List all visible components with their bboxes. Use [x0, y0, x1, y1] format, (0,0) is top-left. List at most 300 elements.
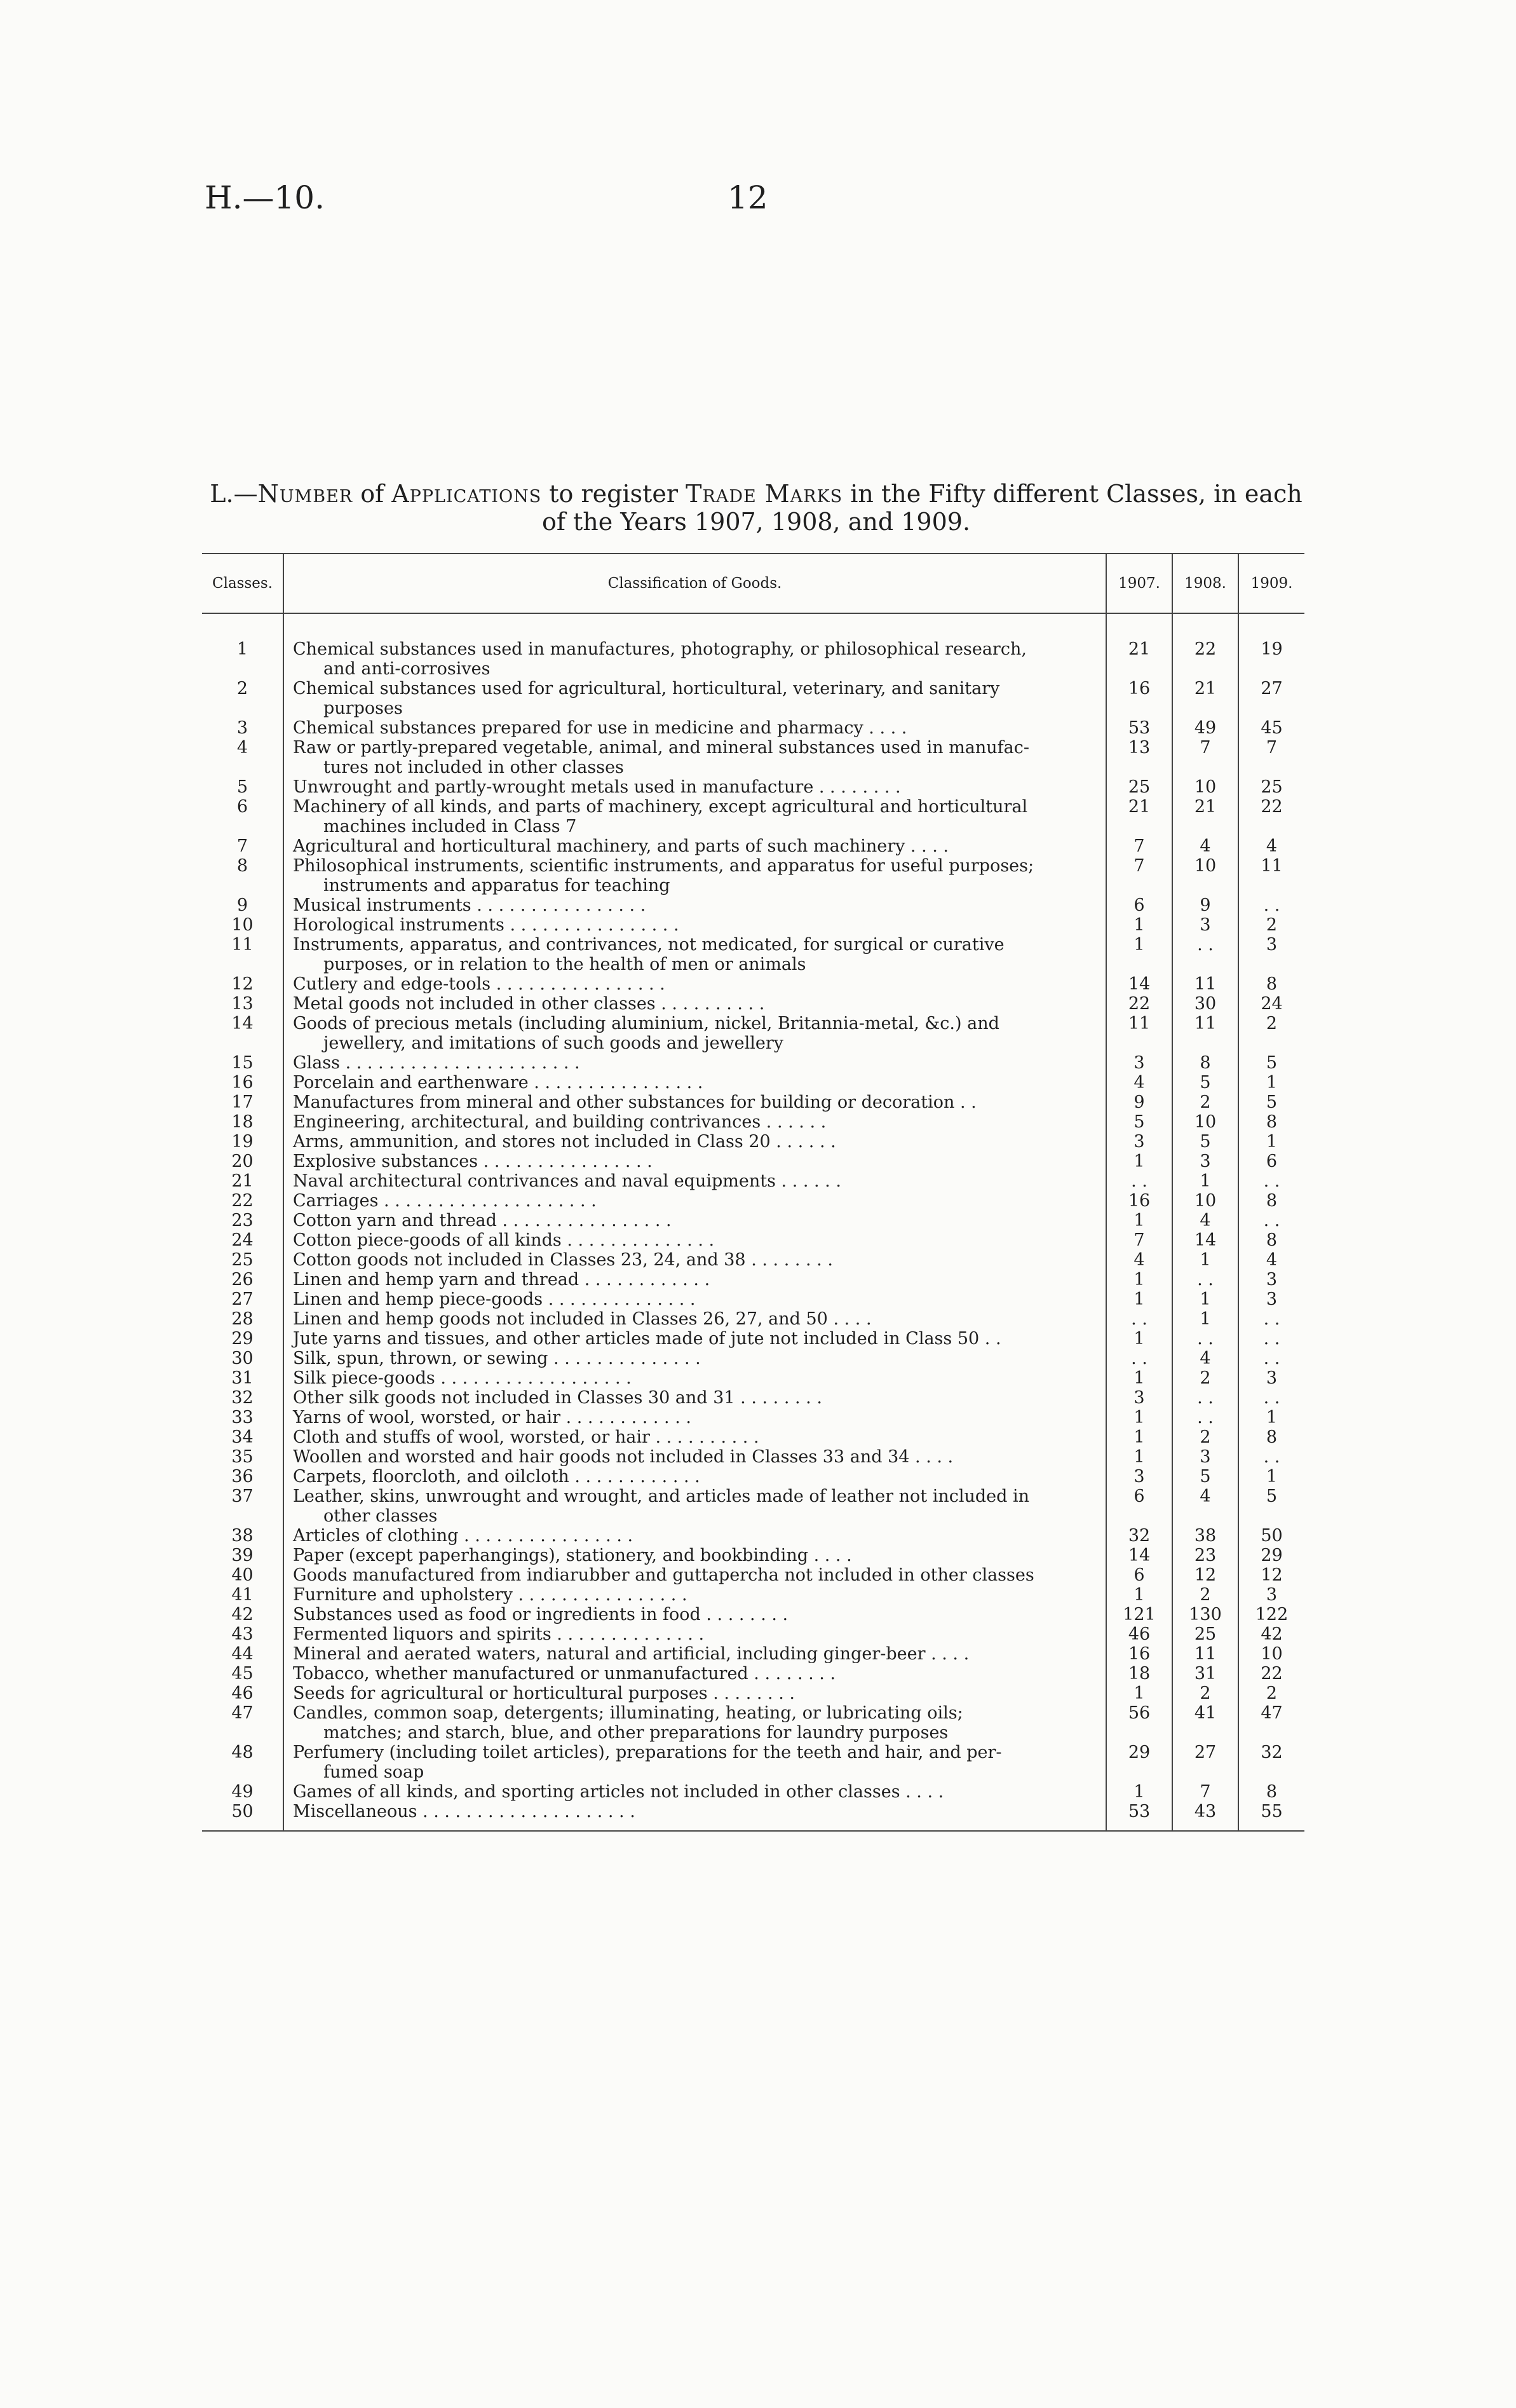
table-row — [202, 1250, 1304, 1270]
description-text: Other silk goods not included in Classes 30 and 31 . . . . . . . . — [293, 1388, 822, 1408]
description-continuation: instruments and apparatus for teaching — [323, 876, 670, 895]
class-number: 15 — [231, 1053, 254, 1073]
description-text: Fermented liquors and spirits . . . . . . . . . . . . . . — [293, 1624, 705, 1644]
description-text: Naval architectural contrivances and naval equipments . . . . . . — [293, 1171, 841, 1191]
count-1908: 14 — [1172, 1230, 1238, 1250]
count-1909: 3 — [1238, 1585, 1304, 1605]
count-1908: 2 — [1172, 1585, 1238, 1605]
count-1907: 32 — [1106, 1526, 1172, 1546]
count-1907: 3 — [1106, 1053, 1172, 1073]
table-row — [202, 1289, 1304, 1309]
description-text: Mineral and aerated waters, natural and artificial, including ginger-beer . . . . — [293, 1644, 970, 1664]
class-number: 31 — [231, 1368, 254, 1388]
classification-description — [283, 679, 1106, 718]
classification-description — [283, 1250, 1106, 1270]
class-number: 21 — [231, 1171, 254, 1191]
count-1907: . . — [1106, 1349, 1172, 1368]
class-number: 42 — [231, 1605, 254, 1624]
count-1907: 1 — [1106, 1211, 1172, 1230]
classification-description — [283, 1408, 1106, 1427]
count-1907: 16 — [1106, 1644, 1172, 1664]
classification-description — [283, 856, 1106, 895]
count-1909: 19 — [1238, 639, 1304, 679]
table-row — [202, 1014, 1304, 1053]
class-number: 16 — [231, 1073, 254, 1092]
count-1909: 29 — [1238, 1546, 1304, 1565]
table-row — [202, 1644, 1304, 1664]
count-1908: 27 — [1172, 1743, 1238, 1782]
count-1908: 12 — [1172, 1565, 1238, 1585]
count-1909: 6 — [1238, 1152, 1304, 1171]
table-row — [202, 1664, 1304, 1684]
class-number: 50 — [231, 1802, 254, 1821]
count-1908: 1 — [1172, 1309, 1238, 1329]
count-1909: 50 — [1238, 1526, 1304, 1546]
class-number: 1 — [236, 639, 248, 659]
classification-description — [283, 1585, 1106, 1605]
class-number: 33 — [231, 1408, 254, 1427]
title-text-3: in the Fifty different Classes, in each — [843, 480, 1303, 508]
description-text: Leather, skins, unwrought and wrought, and articles made of leather not included in — [293, 1486, 1030, 1506]
table-row — [202, 1368, 1304, 1388]
document-code: H.—10. — [205, 179, 325, 216]
table-row — [202, 1230, 1304, 1250]
description-text: Machinery of all kinds, and parts of machinery, except agricultural and horticultural — [293, 797, 1028, 817]
table-row — [202, 1486, 1304, 1526]
count-1909: . . — [1238, 895, 1304, 915]
table-row — [202, 1388, 1304, 1408]
classification-description — [283, 1132, 1106, 1152]
classification-description — [283, 1644, 1106, 1664]
count-1907: 16 — [1106, 679, 1172, 718]
classification-description — [283, 1329, 1106, 1349]
class-number: 41 — [231, 1585, 254, 1605]
classification-description — [283, 639, 1106, 679]
table-header-row — [202, 554, 1304, 613]
count-1907: 5 — [1106, 1112, 1172, 1132]
count-1909: 24 — [1238, 994, 1304, 1014]
description-text: Cotton yarn and thread . . . . . . . . . . . . . . . . — [293, 1211, 672, 1230]
table-row — [202, 1605, 1304, 1624]
header-classes: Classes. — [202, 554, 283, 613]
count-1908: 3 — [1172, 1447, 1238, 1467]
table-row — [202, 1270, 1304, 1289]
count-1907: 21 — [1106, 797, 1172, 836]
class-number: 48 — [231, 1743, 254, 1762]
count-1909: 3 — [1238, 1368, 1304, 1388]
class-number: 20 — [231, 1152, 254, 1171]
classification-description — [283, 1605, 1106, 1624]
table-row — [202, 1132, 1304, 1152]
count-1908: . . — [1172, 1329, 1238, 1349]
class-number: 10 — [231, 915, 254, 935]
class-number: 45 — [231, 1664, 254, 1684]
description-text: Paper (except paperhangings), stationery, and bookbinding . . . . — [293, 1546, 852, 1565]
classification-description — [283, 1191, 1106, 1211]
description-text: Miscellaneous . . . . . . . . . . . . . . . . . . . . — [293, 1802, 635, 1821]
table-row — [202, 1526, 1304, 1546]
count-1907: 7 — [1106, 836, 1172, 856]
classification-description — [283, 1211, 1106, 1230]
classification-description — [283, 1684, 1106, 1703]
count-1907: 1 — [1106, 1585, 1172, 1605]
description-text: Substances used as food or ingredients in food . . . . . . . . — [293, 1605, 788, 1624]
count-1909: 55 — [1238, 1802, 1304, 1821]
count-1907: 21 — [1106, 639, 1172, 679]
class-number: 5 — [236, 777, 248, 797]
classification-description — [283, 935, 1106, 974]
description-text: Raw or partly-prepared vegetable, animal, and mineral substances used in manufac- — [293, 738, 1030, 758]
table-row — [202, 1073, 1304, 1092]
table-row — [202, 1684, 1304, 1703]
count-1908: 10 — [1172, 1191, 1238, 1211]
table-row — [202, 738, 1304, 777]
count-1908: 21 — [1172, 797, 1238, 836]
description-continuation: purposes — [323, 698, 403, 718]
count-1909: . . — [1238, 1309, 1304, 1329]
table-row — [202, 895, 1304, 915]
count-1908: 10 — [1172, 856, 1238, 895]
count-1908: 43 — [1172, 1802, 1238, 1821]
description-continuation: machines included in Class 7 — [323, 817, 577, 836]
table-row — [202, 974, 1304, 994]
classification-description — [283, 1703, 1106, 1743]
description-text: Glass . . . . . . . . . . . . . . . . . . . . . . — [293, 1053, 580, 1073]
classification-description — [283, 1782, 1106, 1802]
count-1907: 25 — [1106, 777, 1172, 797]
title-text-1: of — [353, 480, 392, 508]
count-1908: . . — [1172, 1408, 1238, 1427]
description-text: Arms, ammunition, and stores not included in Class 20 . . . . . . — [293, 1132, 836, 1152]
count-1907: 6 — [1106, 895, 1172, 915]
count-1909: 12 — [1238, 1565, 1304, 1585]
count-1907: 1 — [1106, 1329, 1172, 1349]
count-1907: 1 — [1106, 1447, 1172, 1467]
count-1909: 45 — [1238, 718, 1304, 738]
count-1909: 2 — [1238, 1014, 1304, 1053]
count-1908: 2 — [1172, 1368, 1238, 1388]
count-1908: 10 — [1172, 1112, 1238, 1132]
count-1908: 1 — [1172, 1250, 1238, 1270]
description-text: Cotton piece-goods of all kinds . . . . . . . . . . . . . . — [293, 1230, 715, 1250]
count-1909: 10 — [1238, 1644, 1304, 1664]
description-text: Philosophical instruments, scientific instruments, and apparatus for useful purposes; — [293, 856, 1034, 876]
description-text: Yarns of wool, worsted, or hair . . . . . . . . . . . . — [293, 1408, 691, 1427]
description-text: Linen and hemp piece-goods . . . . . . . . . . . . . . — [293, 1289, 696, 1309]
classification-description — [283, 1467, 1106, 1486]
count-1908: 5 — [1172, 1073, 1238, 1092]
class-number: 7 — [236, 836, 248, 856]
classification-description — [283, 718, 1106, 738]
description-text: Unwrought and partly-wrought metals used in manufacture . . . . . . . . — [293, 777, 901, 797]
count-1909: 5 — [1238, 1486, 1304, 1526]
count-1908: 7 — [1172, 1782, 1238, 1802]
count-1909: 22 — [1238, 1664, 1304, 1684]
description-text: Horological instruments . . . . . . . . . . . . . . . . — [293, 915, 679, 935]
class-number: 38 — [231, 1526, 254, 1546]
count-1907: 18 — [1106, 1664, 1172, 1684]
count-1908: 4 — [1172, 1486, 1238, 1526]
class-number: 43 — [231, 1624, 254, 1644]
classification-description — [283, 777, 1106, 797]
table-row — [202, 1546, 1304, 1565]
count-1908: . . — [1172, 935, 1238, 974]
spacer-row — [202, 613, 1304, 639]
class-number: 49 — [231, 1782, 254, 1802]
count-1909: . . — [1238, 1329, 1304, 1349]
count-1909: 3 — [1238, 1289, 1304, 1309]
classification-description — [283, 1230, 1106, 1250]
header-1907: 1907. — [1106, 554, 1172, 613]
table-row — [202, 1408, 1304, 1427]
count-1908: 1 — [1172, 1289, 1238, 1309]
description-text: Engineering, architectural, and building contrivances . . . . . . — [293, 1112, 827, 1132]
classification-description — [283, 1388, 1106, 1408]
class-number: 39 — [231, 1546, 254, 1565]
count-1907: 9 — [1106, 1092, 1172, 1112]
table-row — [202, 1349, 1304, 1368]
class-number: 29 — [231, 1329, 254, 1349]
class-number: 4 — [236, 738, 248, 758]
count-1909: 11 — [1238, 856, 1304, 895]
class-number: 44 — [231, 1644, 254, 1664]
description-text: Chemical substances used for agricultural, horticultural, veterinary, and sanitary — [293, 679, 1000, 698]
count-1909: 27 — [1238, 679, 1304, 718]
description-text: Furniture and upholstery . . . . . . . . . . . . . . . . — [293, 1585, 687, 1605]
count-1908: 3 — [1172, 1152, 1238, 1171]
count-1908: 130 — [1172, 1605, 1238, 1624]
description-text: Musical instruments . . . . . . . . . . . . . . . . — [293, 895, 646, 915]
description-text: Games of all kinds, and sporting articles not included in other classes . . . . — [293, 1782, 944, 1802]
count-1907: 3 — [1106, 1132, 1172, 1152]
count-1908: 7 — [1172, 738, 1238, 777]
count-1907: 14 — [1106, 1546, 1172, 1565]
table-row — [202, 1565, 1304, 1585]
table-row — [202, 679, 1304, 718]
trade-marks-table — [202, 553, 1304, 1832]
class-number: 28 — [231, 1309, 254, 1329]
count-1907: 53 — [1106, 1802, 1172, 1821]
description-text: Goods manufactured from indiarubber and guttapercha not included in other classes — [293, 1565, 1034, 1585]
count-1909: . . — [1238, 1349, 1304, 1368]
table-row — [202, 1092, 1304, 1112]
class-number: 25 — [231, 1250, 254, 1270]
description-text: Linen and hemp yarn and thread . . . . . . . . . . . . — [293, 1270, 710, 1289]
description-text: Tobacco, whether manufactured or unmanufactured . . . . . . . . — [293, 1664, 836, 1684]
table-row — [202, 1152, 1304, 1171]
count-1908: 2 — [1172, 1092, 1238, 1112]
title-prefix: L.— — [210, 480, 258, 508]
class-number: 19 — [231, 1132, 254, 1152]
description-text: Carriages . . . . . . . . . . . . . . . . . . . . — [293, 1191, 597, 1211]
count-1907: 7 — [1106, 1230, 1172, 1250]
description-text: Instruments, apparatus, and contrivances, not medicated, for surgical or curative — [293, 935, 1005, 955]
table-row — [202, 1329, 1304, 1349]
class-number: 27 — [231, 1289, 254, 1309]
classification-description — [283, 1152, 1106, 1171]
description-text: Perfumery (including toilet articles), preparations for the teeth and hair, and per- — [293, 1743, 1002, 1762]
count-1908: 4 — [1172, 1349, 1238, 1368]
count-1908: 22 — [1172, 639, 1238, 679]
description-text: Linen and hemp goods not included in Classes 26, 27, and 50 . . . . — [293, 1309, 872, 1329]
count-1909: 8 — [1238, 1230, 1304, 1250]
table-row — [202, 836, 1304, 856]
table-bottom-rule — [202, 1821, 1304, 1831]
table-row — [202, 935, 1304, 974]
table-row — [202, 1467, 1304, 1486]
count-1907: 1 — [1106, 1408, 1172, 1427]
count-1909: 32 — [1238, 1743, 1304, 1782]
count-1908: 31 — [1172, 1664, 1238, 1684]
classification-description — [283, 1427, 1106, 1447]
classification-description — [283, 895, 1106, 915]
table-title — [191, 480, 1322, 536]
count-1908: 2 — [1172, 1684, 1238, 1703]
description-continuation: matches; and starch, blue, and other preparations for laundry purposes — [323, 1723, 949, 1743]
count-1908: . . — [1172, 1388, 1238, 1408]
table-row — [202, 1053, 1304, 1073]
classification-description — [283, 1368, 1106, 1388]
title-number-word: Number — [257, 480, 353, 508]
count-1907: 3 — [1106, 1467, 1172, 1486]
count-1908: 49 — [1172, 718, 1238, 738]
classification-description — [283, 1349, 1106, 1368]
count-1909: 1 — [1238, 1408, 1304, 1427]
count-1907: . . — [1106, 1171, 1172, 1191]
count-1909: 5 — [1238, 1092, 1304, 1112]
count-1909: 42 — [1238, 1624, 1304, 1644]
trade-marks-table-wrapper — [202, 553, 1304, 1832]
count-1909: . . — [1238, 1447, 1304, 1467]
table-row — [202, 1171, 1304, 1191]
table-row — [202, 1211, 1304, 1230]
count-1907: 1 — [1106, 1684, 1172, 1703]
count-1908: 3 — [1172, 915, 1238, 935]
description-continuation: other classes — [323, 1506, 438, 1526]
count-1908: 5 — [1172, 1467, 1238, 1486]
count-1909: 22 — [1238, 797, 1304, 836]
class-number: 32 — [231, 1388, 254, 1408]
class-number: 2 — [236, 679, 248, 698]
header-1909: 1909. — [1238, 554, 1304, 613]
count-1909: 3 — [1238, 1270, 1304, 1289]
count-1907: 7 — [1106, 856, 1172, 895]
count-1907: 16 — [1106, 1191, 1172, 1211]
classification-description — [283, 797, 1106, 836]
count-1909: 8 — [1238, 1427, 1304, 1447]
title-applications-word: Applications — [391, 480, 542, 508]
classification-description — [283, 1289, 1106, 1309]
count-1907: 121 — [1106, 1605, 1172, 1624]
count-1908: 30 — [1172, 994, 1238, 1014]
count-1908: 9 — [1172, 895, 1238, 915]
count-1907: 1 — [1106, 1152, 1172, 1171]
description-text: Jute yarns and tissues, and other articles made of jute not included in Class 50 . . — [293, 1329, 1001, 1349]
count-1909: 1 — [1238, 1132, 1304, 1152]
description-continuation: tures not included in other classes — [323, 758, 624, 777]
classification-description — [283, 1053, 1106, 1073]
count-1909: 8 — [1238, 1191, 1304, 1211]
count-1908: 38 — [1172, 1526, 1238, 1546]
class-number: 3 — [236, 718, 248, 738]
description-text: Cutlery and edge-tools . . . . . . . . . . . . . . . . — [293, 974, 665, 994]
table-row — [202, 1112, 1304, 1132]
count-1909: 1 — [1238, 1073, 1304, 1092]
count-1908: 41 — [1172, 1703, 1238, 1743]
class-number: 9 — [236, 895, 248, 915]
description-text: Metal goods not included in other classes . . . . . . . . . . — [293, 994, 765, 1014]
header-1908: 1908. — [1172, 554, 1238, 613]
classification-description — [283, 1802, 1106, 1821]
count-1907: 53 — [1106, 718, 1172, 738]
description-text: Agricultural and horticultural machinery, and parts of such machinery . . . . — [293, 836, 949, 856]
count-1908: 25 — [1172, 1624, 1238, 1644]
count-1907: 1 — [1106, 1782, 1172, 1802]
title-line-1 — [191, 480, 1322, 508]
count-1909: 47 — [1238, 1703, 1304, 1743]
table-row — [202, 1309, 1304, 1329]
count-1907: 1 — [1106, 1368, 1172, 1388]
description-text: Manufactures from mineral and other substances for building or decoration . . — [293, 1092, 977, 1112]
class-number: 18 — [231, 1112, 254, 1132]
count-1908: 11 — [1172, 1644, 1238, 1664]
table-row — [202, 856, 1304, 895]
count-1909: 4 — [1238, 836, 1304, 856]
count-1908: 10 — [1172, 777, 1238, 797]
table-row — [202, 994, 1304, 1014]
count-1909: . . — [1238, 1388, 1304, 1408]
description-text: Silk, spun, thrown, or sewing . . . . . . . . . . . . . . — [293, 1349, 701, 1368]
description-continuation: jewellery, and imitations of such goods and jewellery — [323, 1033, 784, 1053]
class-number: 35 — [231, 1447, 254, 1467]
table-row — [202, 1782, 1304, 1802]
count-1907: 6 — [1106, 1565, 1172, 1585]
classification-description — [283, 836, 1106, 856]
classification-description — [283, 1624, 1106, 1644]
count-1909: . . — [1238, 1171, 1304, 1191]
table-row — [202, 1447, 1304, 1467]
classification-description — [283, 1565, 1106, 1585]
description-text: Silk piece-goods . . . . . . . . . . . . . . . . . . — [293, 1368, 632, 1388]
description-text: Seeds for agricultural or horticultural purposes . . . . . . . . — [293, 1684, 795, 1703]
classification-description — [283, 994, 1106, 1014]
count-1908: 2 — [1172, 1427, 1238, 1447]
count-1909: 4 — [1238, 1250, 1304, 1270]
count-1909: 122 — [1238, 1605, 1304, 1624]
table-row — [202, 718, 1304, 738]
count-1908: 5 — [1172, 1132, 1238, 1152]
count-1907: 11 — [1106, 1014, 1172, 1053]
classification-description — [283, 1014, 1106, 1053]
count-1908: 21 — [1172, 679, 1238, 718]
table-row — [202, 777, 1304, 797]
class-number: 30 — [231, 1349, 254, 1368]
classification-description — [283, 1447, 1106, 1467]
class-number: 34 — [231, 1427, 254, 1447]
description-continuation: and anti-corrosives — [323, 659, 491, 679]
table-row — [202, 797, 1304, 836]
description-text: Carpets, floorcloth, and oilcloth . . . . . . . . . . . . — [293, 1467, 700, 1486]
count-1907: 4 — [1106, 1250, 1172, 1270]
count-1909: 3 — [1238, 935, 1304, 974]
count-1907: . . — [1106, 1309, 1172, 1329]
class-number: 22 — [231, 1191, 254, 1211]
description-text: Woollen and worsted and hair goods not included in Classes 33 and 34 . . . . — [293, 1447, 954, 1467]
count-1909: 25 — [1238, 777, 1304, 797]
title-line-2: of the Years 1907, 1908, and 1909. — [541, 508, 971, 536]
table-row — [202, 1191, 1304, 1211]
table-row — [202, 915, 1304, 935]
